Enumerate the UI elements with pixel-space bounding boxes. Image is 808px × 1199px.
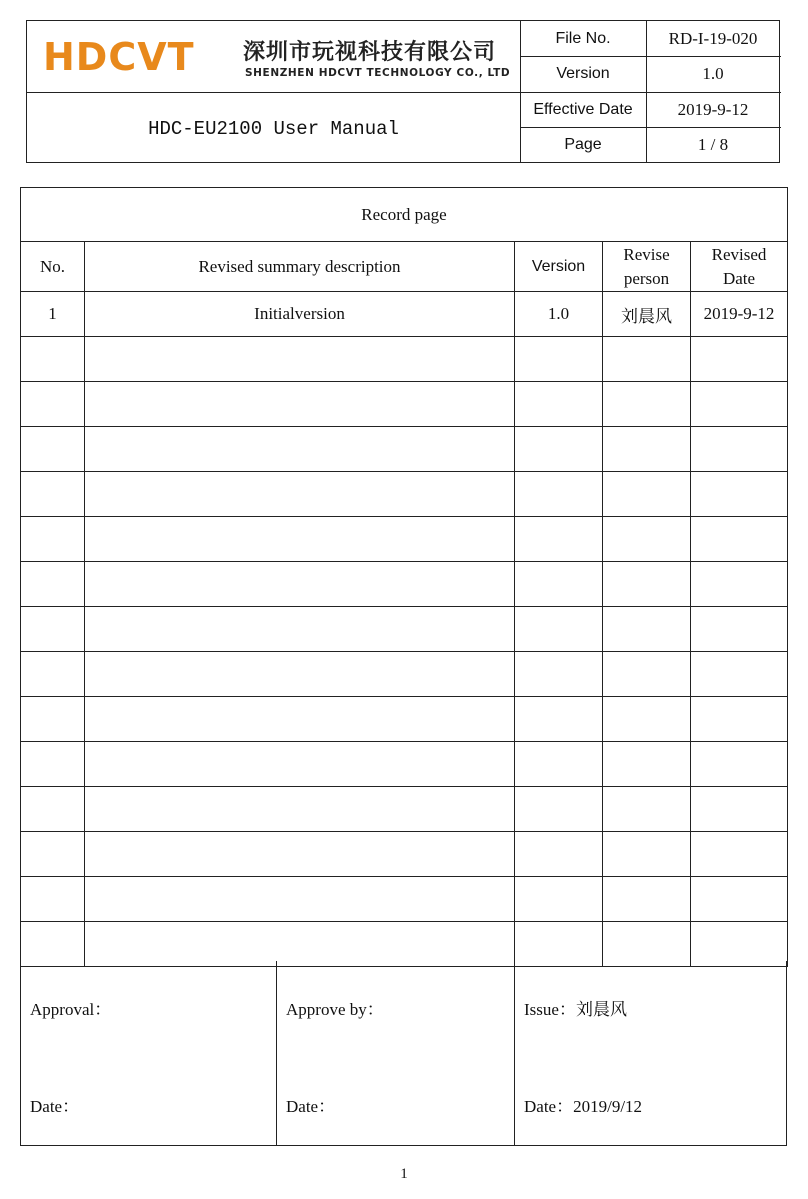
empty-cell — [85, 742, 515, 787]
col-header-person — [603, 242, 691, 292]
approve-by-column — [276, 961, 515, 1145]
company-name-cn: 深圳市玩视科技有限公司 — [243, 40, 497, 65]
table-row — [21, 697, 788, 742]
issue-column — [514, 961, 787, 1145]
logo-text: HDCVT — [43, 35, 195, 79]
row-no: 1 — [21, 292, 85, 337]
approval-label: Approval： — [30, 1000, 112, 1019]
empty-cell — [85, 517, 515, 562]
col-header-date — [691, 242, 788, 292]
empty-cell — [85, 832, 515, 877]
table-row — [21, 832, 788, 877]
empty-cell — [691, 562, 788, 607]
empty-cell — [515, 652, 603, 697]
empty-cell — [85, 697, 515, 742]
empty-cell — [691, 697, 788, 742]
effective-date-label: Effective Date — [533, 100, 633, 118]
table-row — [21, 607, 788, 652]
empty-cell — [85, 427, 515, 472]
table-row — [21, 562, 788, 607]
empty-cell — [515, 607, 603, 652]
empty-cell — [691, 832, 788, 877]
table-row — [21, 427, 788, 472]
empty-cell — [515, 697, 603, 742]
empty-cell — [21, 562, 85, 607]
empty-cell — [85, 652, 515, 697]
empty-cell — [515, 787, 603, 832]
empty-cell — [21, 382, 85, 427]
empty-cell — [691, 877, 788, 922]
empty-cell — [603, 562, 691, 607]
empty-cell — [21, 832, 85, 877]
empty-cell — [21, 472, 85, 517]
empty-cell — [85, 472, 515, 517]
table-row — [21, 742, 788, 787]
col-header-version: Version — [515, 242, 603, 292]
empty-cell — [691, 382, 788, 427]
empty-cell — [691, 742, 788, 787]
row-person: 刘晨风 — [603, 292, 691, 337]
empty-cell — [603, 427, 691, 472]
empty-cell — [515, 517, 603, 562]
empty-cell — [515, 832, 603, 877]
document-title: HDC-EU2100 User Manual — [148, 117, 399, 140]
empty-cell — [603, 607, 691, 652]
revision-record-table — [20, 187, 788, 967]
company-logo-area — [27, 21, 520, 93]
file-no-label: File No. — [555, 29, 611, 47]
empty-cell — [603, 382, 691, 427]
empty-cell — [603, 697, 691, 742]
table-row — [21, 652, 788, 697]
empty-cell — [691, 787, 788, 832]
col-header-person-text: Revise person — [623, 244, 670, 288]
table-row — [21, 787, 788, 832]
table-row — [21, 337, 788, 382]
empty-cell — [603, 337, 691, 382]
effective-date-value: 2019-9-12 — [677, 99, 749, 119]
page-label: Page — [564, 136, 602, 153]
issue-label: Issue：刘晨风 — [524, 1000, 627, 1019]
file-no-value: RD-I-19-020 — [668, 28, 758, 48]
empty-cell — [691, 472, 788, 517]
empty-cell — [603, 517, 691, 562]
empty-cell — [603, 742, 691, 787]
approve-by-date-label: Date： — [286, 1097, 336, 1116]
version-value: 1.0 — [702, 64, 724, 83]
hdcvt-logo — [43, 35, 195, 79]
empty-cell — [691, 427, 788, 472]
empty-cell — [85, 922, 515, 967]
empty-cell — [515, 337, 603, 382]
empty-cell — [21, 742, 85, 787]
approval-date-label: Date： — [30, 1097, 80, 1116]
empty-cell — [603, 652, 691, 697]
col-header-desc: Revised summary description — [85, 242, 515, 292]
table-title-row — [21, 188, 788, 242]
empty-cell — [21, 922, 85, 967]
empty-cell — [691, 337, 788, 382]
version-label: Version — [556, 65, 610, 82]
approve-by-label: Approve by： — [286, 1000, 384, 1019]
empty-cell — [515, 742, 603, 787]
approval-column — [21, 961, 276, 1145]
col-header-date-text: Revised Date — [711, 244, 767, 288]
empty-cell — [691, 652, 788, 697]
approval-block — [20, 961, 787, 1146]
empty-cell — [691, 607, 788, 652]
row-date: 2019-9-12 — [691, 292, 788, 337]
empty-cell — [21, 877, 85, 922]
empty-cell — [85, 562, 515, 607]
header-divider — [27, 92, 520, 93]
empty-cell — [21, 337, 85, 382]
empty-cell — [85, 337, 515, 382]
empty-cell — [515, 922, 603, 967]
table-row — [21, 877, 788, 922]
empty-cell — [21, 427, 85, 472]
table-row — [21, 517, 788, 562]
issue-date-label: Date：2019/9/12 — [524, 1097, 643, 1116]
empty-cell — [603, 472, 691, 517]
table-row — [21, 382, 788, 427]
document-header — [26, 20, 780, 163]
col-header-no: No. — [21, 242, 85, 292]
empty-cell — [515, 472, 603, 517]
empty-cell — [515, 427, 603, 472]
empty-cell — [603, 832, 691, 877]
empty-cell — [21, 652, 85, 697]
empty-cell — [85, 607, 515, 652]
empty-cell — [85, 382, 515, 427]
empty-cell — [691, 922, 788, 967]
record-page-title: Record page — [21, 188, 788, 242]
empty-cell — [603, 922, 691, 967]
empty-cell — [691, 517, 788, 562]
empty-cell — [21, 697, 85, 742]
empty-cell — [603, 877, 691, 922]
page-value: 1 / 8 — [697, 135, 729, 154]
row-version: 1.0 — [515, 292, 603, 337]
empty-cell — [515, 877, 603, 922]
company-name-en: SHENZHEN HDCVT TECHNOLOGY CO., LTD — [245, 67, 511, 79]
table-row — [21, 922, 788, 967]
row-desc: Initialversion — [85, 292, 515, 337]
empty-cell — [515, 562, 603, 607]
empty-rows — [21, 337, 788, 967]
table-row — [21, 292, 788, 337]
empty-cell — [85, 877, 515, 922]
empty-cell — [21, 787, 85, 832]
empty-cell — [21, 607, 85, 652]
empty-cell — [21, 517, 85, 562]
empty-cell — [515, 382, 603, 427]
empty-cell — [85, 787, 515, 832]
page-number: 1 — [400, 1166, 408, 1182]
table-header-row — [21, 242, 788, 292]
table-row — [21, 472, 788, 517]
empty-cell — [603, 787, 691, 832]
